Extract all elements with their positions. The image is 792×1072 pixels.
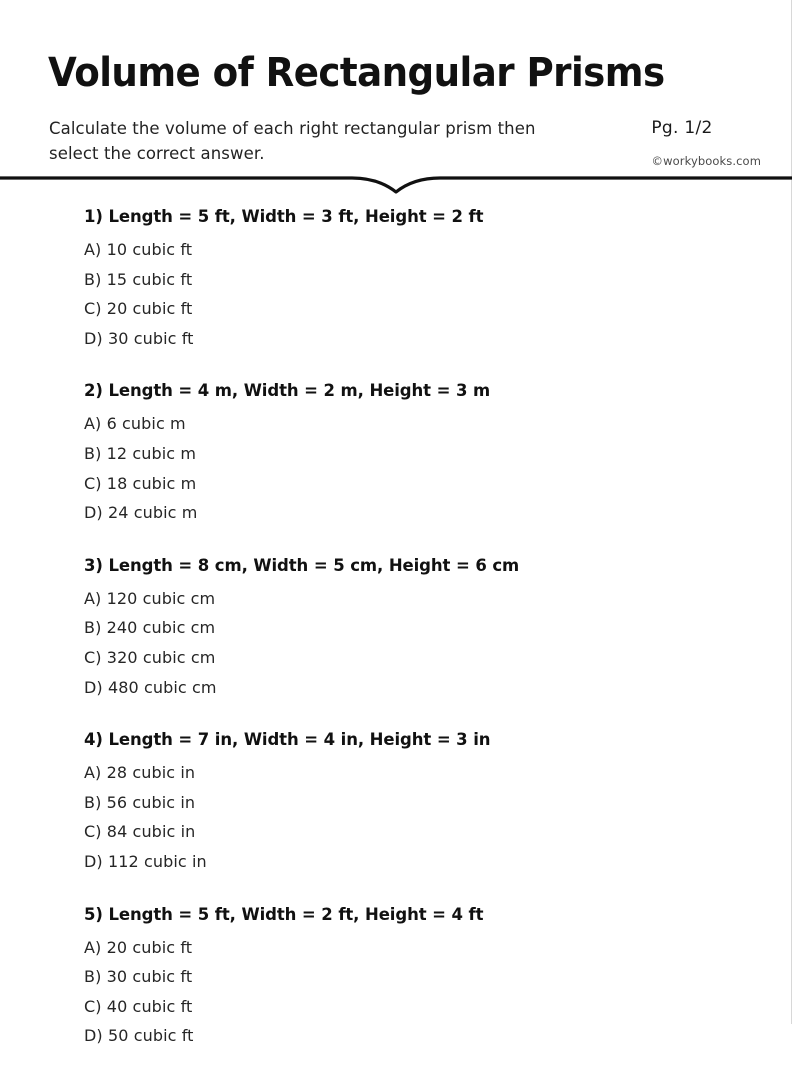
answer-option[interactable]: C) 320 cubic cm bbox=[84, 647, 216, 667]
answer-option[interactable]: A) 20 cubic ft bbox=[84, 937, 193, 957]
answer-option[interactable]: A) 6 cubic m bbox=[84, 414, 186, 434]
question-block bbox=[0, 374, 792, 527]
question-prompt: 4) Length = 7 in, Width = 4 in, Height = 3 in bbox=[84, 730, 491, 750]
answer-option[interactable]: C) 84 cubic in bbox=[84, 822, 196, 842]
answer-option[interactable]: B) 56 cubic in bbox=[84, 792, 196, 812]
answer-option[interactable]: D) 24 cubic m bbox=[84, 503, 198, 523]
answer-option[interactable]: D) 30 cubic ft bbox=[84, 328, 194, 348]
answer-option[interactable]: B) 240 cubic cm bbox=[84, 618, 216, 638]
divider-notch-icon bbox=[0, 168, 792, 200]
answer-option[interactable]: D) 480 cubic cm bbox=[84, 677, 217, 697]
answer-option[interactable]: D) 50 cubic ft bbox=[84, 1026, 194, 1046]
question-block bbox=[0, 200, 792, 353]
question-prompt: 1) Length = 5 ft, Width = 3 ft, Height = 2 ft bbox=[84, 207, 484, 226]
question-prompt: 2) Length = 4 m, Width = 2 m, Height = 3 m bbox=[84, 381, 491, 401]
answer-option[interactable]: B) 12 cubic m bbox=[84, 443, 197, 463]
question-prompt: 5) Length = 5 ft, Width = 2 ft, Height = 4 ft bbox=[84, 904, 484, 924]
answer-option[interactable]: C) 18 cubic m bbox=[84, 473, 197, 493]
question-block bbox=[0, 723, 792, 876]
copyright-watermark: ©workybooks.com bbox=[651, 154, 761, 168]
question-block bbox=[0, 898, 792, 1051]
answer-option[interactable]: B) 15 cubic ft bbox=[84, 269, 193, 289]
header-divider-rule bbox=[0, 168, 792, 200]
instructions-text: Calculate the volume of each right rectangular prism then select the correct answer. bbox=[49, 119, 536, 163]
worksheet-header bbox=[0, 0, 792, 178]
questions-list bbox=[0, 200, 792, 1072]
answer-option[interactable]: C) 40 cubic ft bbox=[84, 996, 193, 1016]
answer-option[interactable]: A) 10 cubic ft bbox=[84, 240, 193, 259]
question-prompt: 3) Length = 8 cm, Width = 5 cm, Height = 6 cm bbox=[84, 555, 520, 575]
answer-option[interactable]: B) 30 cubic ft bbox=[84, 967, 193, 987]
answer-option[interactable]: A) 28 cubic in bbox=[84, 763, 196, 783]
answer-option[interactable]: C) 20 cubic ft bbox=[84, 299, 193, 319]
page-number-label: Pg. 1/2 bbox=[651, 118, 713, 138]
page-title: Volume of Rectangular Prisms bbox=[48, 50, 665, 96]
answer-option[interactable]: A) 120 cubic cm bbox=[84, 588, 216, 608]
question-block bbox=[0, 549, 792, 702]
answer-option[interactable]: D) 112 cubic in bbox=[84, 851, 207, 871]
